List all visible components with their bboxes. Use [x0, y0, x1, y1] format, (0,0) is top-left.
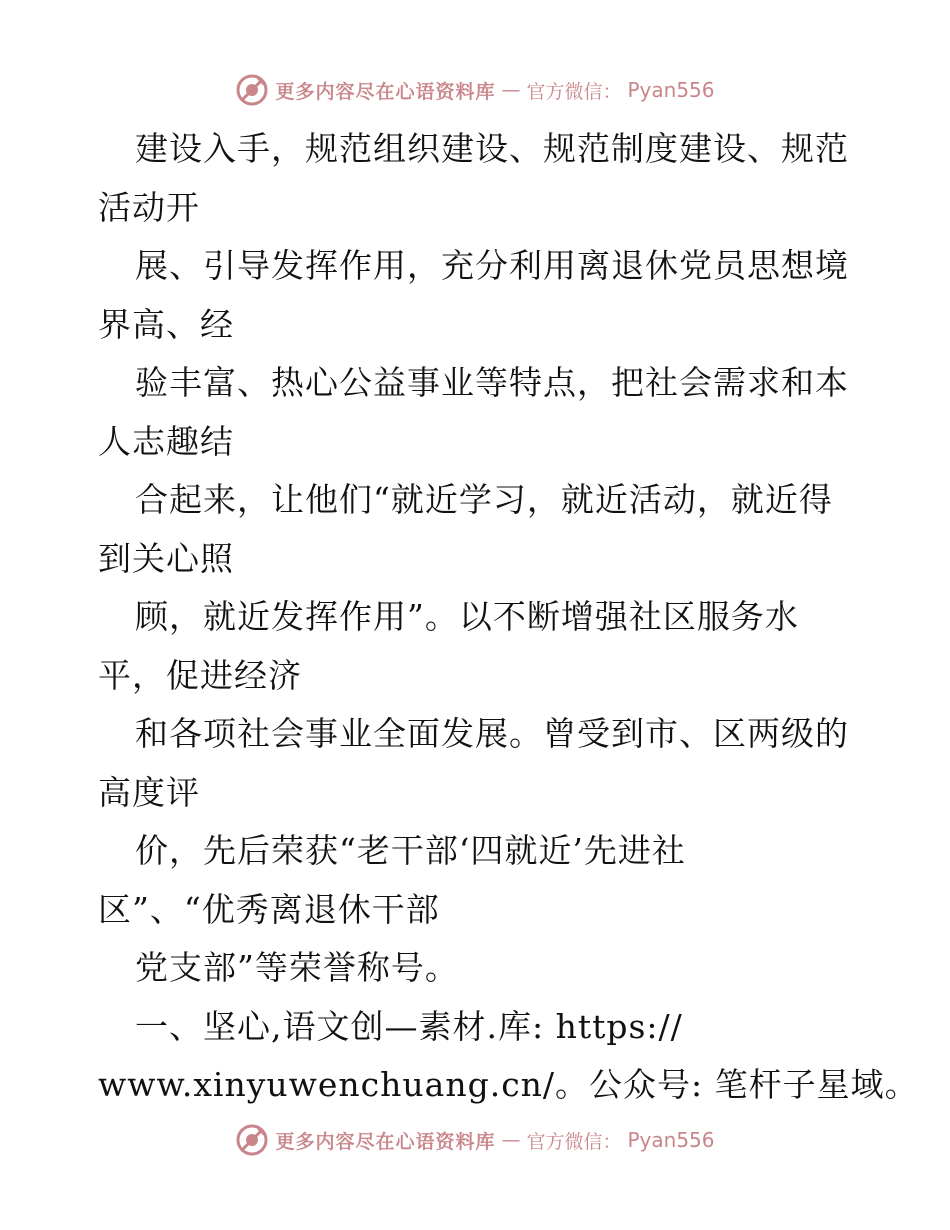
watermark-dash: —: [501, 79, 521, 101]
document-body: [98, 120, 919, 1115]
text-line: 验丰富、热心公益事业等特点，把社会需求和本: [135, 363, 849, 402]
watermark-wechat-id: Pyan556: [627, 1128, 715, 1152]
text-line: www.xinyuwenchuang.cn/。公众号: 笔杆子星域。: [98, 1065, 919, 1104]
watermark-logo-icon: [235, 1123, 269, 1157]
text-line: 合起来，让他们“就近学习，就近活动，就近得: [135, 480, 833, 519]
header-watermark-banner: [0, 70, 950, 110]
text-line: 界高、经: [98, 304, 234, 344]
text-line: 价，先后荣获“老干部‘四就近’先进社: [135, 831, 686, 870]
text-line: 党支部”等荣誉称号。: [135, 948, 459, 987]
text-line: 活动开: [98, 187, 200, 227]
watermark-wechat-id: Pyan556: [627, 78, 715, 102]
watermark-wechat-label: 官方微信：: [526, 1130, 622, 1153]
watermark-site-text: 更多内容尽在心语资料库: [275, 1130, 496, 1153]
watermark-logo-icon: [235, 73, 269, 107]
text-line: 顾，就近发挥作用”。以不断增强社区服务水: [135, 597, 799, 636]
footer-watermark-banner: [0, 1120, 950, 1160]
text-line: 人志趣结: [98, 421, 234, 461]
watermark-site-text: 更多内容尽在心语资料库: [275, 80, 496, 103]
watermark-wechat-label: 官方微信：: [526, 80, 622, 103]
text-line: 一、坚心,语文创—素材.库: https://: [135, 1006, 683, 1046]
text-line: 展、引导发挥作用，充分利用离退休党员思想境: [135, 246, 849, 285]
text-line: 平，促进经济: [98, 655, 302, 695]
text-line: 区”、“优秀离退休干部: [98, 889, 440, 929]
text-line: 和各项社会事业全面发展。曾受到市、区两级的: [135, 714, 849, 753]
text-line: 到关心照: [98, 538, 234, 578]
watermark-dash: —: [501, 1129, 521, 1151]
text-line: 建设入手，规范组织建设、规范制度建设、规范: [135, 129, 849, 168]
text-line: 高度评: [98, 772, 200, 812]
